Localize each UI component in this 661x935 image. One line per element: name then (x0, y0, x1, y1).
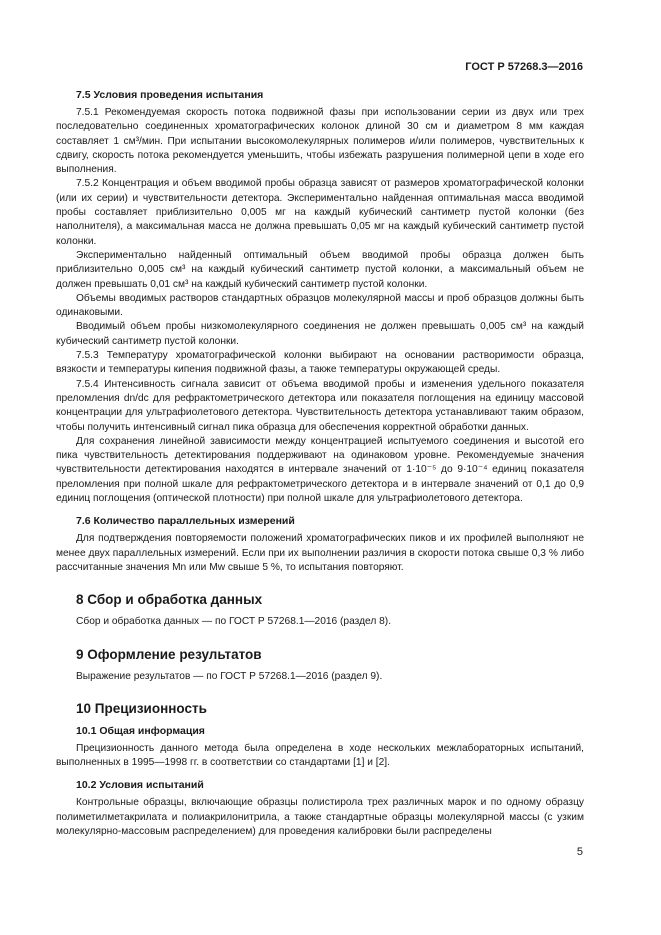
section-10-2-title: 10.2 Условия испытаний (76, 779, 204, 792)
paragraph-7-5-2-low-molecular: Вводимый объем пробы низкомолекулярного соединения не должен превышать 0,005 см³ на каждый кубический сантиметр пустой колонки. (56, 321, 584, 347)
paragraph-10-1: Прецизионность данного метода была определена в ходе нескольких межлабораторных испытаний, выполненных в 1995—1998 гг. в соответствии со стандартами [1] и [2]. (56, 742, 584, 769)
paragraph-7-5-1: 7.5.1 Рекомендуемая скорость потока подвижной фазы при использовании серии из двух или трех последовательно соединенных хроматографических колонок длиной 30 см и диаметром 8 мм каждая составляет 1 см³/мин. При испытании высокомолекулярных полимеров и/или полимеров, чувствительных к сдвигу, скорость потока рекомендуется уменьшить, чтобы избежать разрушения полимерной цепи в ходе его выполнения. (56, 107, 584, 176)
paragraph-7-5-4-linearity: Для сохранения линейной зависимости между концентрацией испытуемого соединения и высотой его пика чувствительность детектирования поддерживают на одинаковом уровне. Рекомендуемые значения чувствительности детектирования находятся в интервале значений от 1·10⁻⁵ до 9·10⁻⁴ единиц показателя преломления при полной шкале для рефрактометрического детектора и в интервале значений от 0,1 до 0,9 единиц поглощения (оптической плотности) при полной шкале для ультрафиолетового детектора. (56, 435, 584, 505)
document-body (56, 88, 584, 839)
section-10-1-title: 10.1 Общая информация (76, 724, 205, 737)
paragraph-7-6: Для подтверждения повторяемости положений хроматографических пиков и их профилей выполняют не менее двух параллельных измерений. Если при их выполнении различия в скорости потока свыше 0,3 % либо рассчитанные значения Mn или Mw свыше 5 %, то испытания повторяют. (56, 533, 584, 573)
paragraph-7-5-2: 7.5.2 Концентрация и объем вводимой пробы образца зависят от размеров хроматографической колонки (или их серии) и чувствительности детектора. Экспериментально найденная оптимальная масса вводимой пробы составляет приблизительно 0,005 мг на каждый кубический сантиметр пустой колонки (без наполнителя), а максимальная масса не должна превышать 0,05 мг на каждый кубический сантиметр пустой колонки. (56, 178, 584, 247)
page-number: 5 (576, 846, 583, 858)
section-7-5-title: 7.5 Условия проведения испытания (76, 89, 264, 101)
section-9-title: 9 Оформление результатов (76, 646, 262, 662)
paragraph-9: Выражение результатов — по ГОСТ Р 57268.1—2016 (раздел 9). (76, 670, 383, 682)
page-header-standard: ГОСТ Р 57268.3—2016 (465, 61, 583, 73)
paragraph-7-5-2-equal-volumes: Объемы вводимых растворов стандартных образцов молекулярной массы и проб образцов должны быть одинаковыми. (56, 292, 584, 319)
paragraph-7-5-2-volume: Экспериментально найденный оптимальный объем вводимой пробы образца должен быть приблизительно 0,005 см³ на каждый кубический сантиметр пустой колонки, а максимальный объем не должен превышать 0,01 см³ на каждый кубический сантиметр пустой колонки. (56, 249, 584, 290)
paragraph-10-2: Контрольные образцы, включающие образцы полистирола трех различных марок и по одному образцу полиметилметакрилата и полиакрилонитрила, а также стандартные образцы молекулярной массы (с узким молекулярно-массовым распределением) для проведения калибровки были распределены (56, 797, 584, 837)
paragraph-8: Сбор и обработка данных — по ГОСТ Р 57268.1—2016 (раздел 8). (76, 616, 392, 628)
section-10-title: 10 Прецизионность (76, 700, 207, 716)
section-8-title: 8 Сбор и обработка данных (76, 592, 263, 608)
paragraph-7-5-4: 7.5.4 Интенсивность сигнала зависит от объема вводимой пробы и изменения удельного показателя преломления dn/dc для рефрактометрического детектора или показателя поглощения на единицу массовой концентрации для ультрафиолетового детектора. Чувствительность детектора устанавливают таким образом, чтобы получить интенсивный сигнал пика образца для обеспечения корректной обработки данных. (56, 378, 584, 433)
paragraph-7-5-3: 7.5.3 Температуру хроматографической колонки выбирают на основании растворимости образца, вязкости и температуры кипения подвижной фазы, а также температуры окружающей среды. (56, 350, 584, 376)
section-7-6-title: 7.6 Количество параллельных измерений (76, 515, 295, 528)
